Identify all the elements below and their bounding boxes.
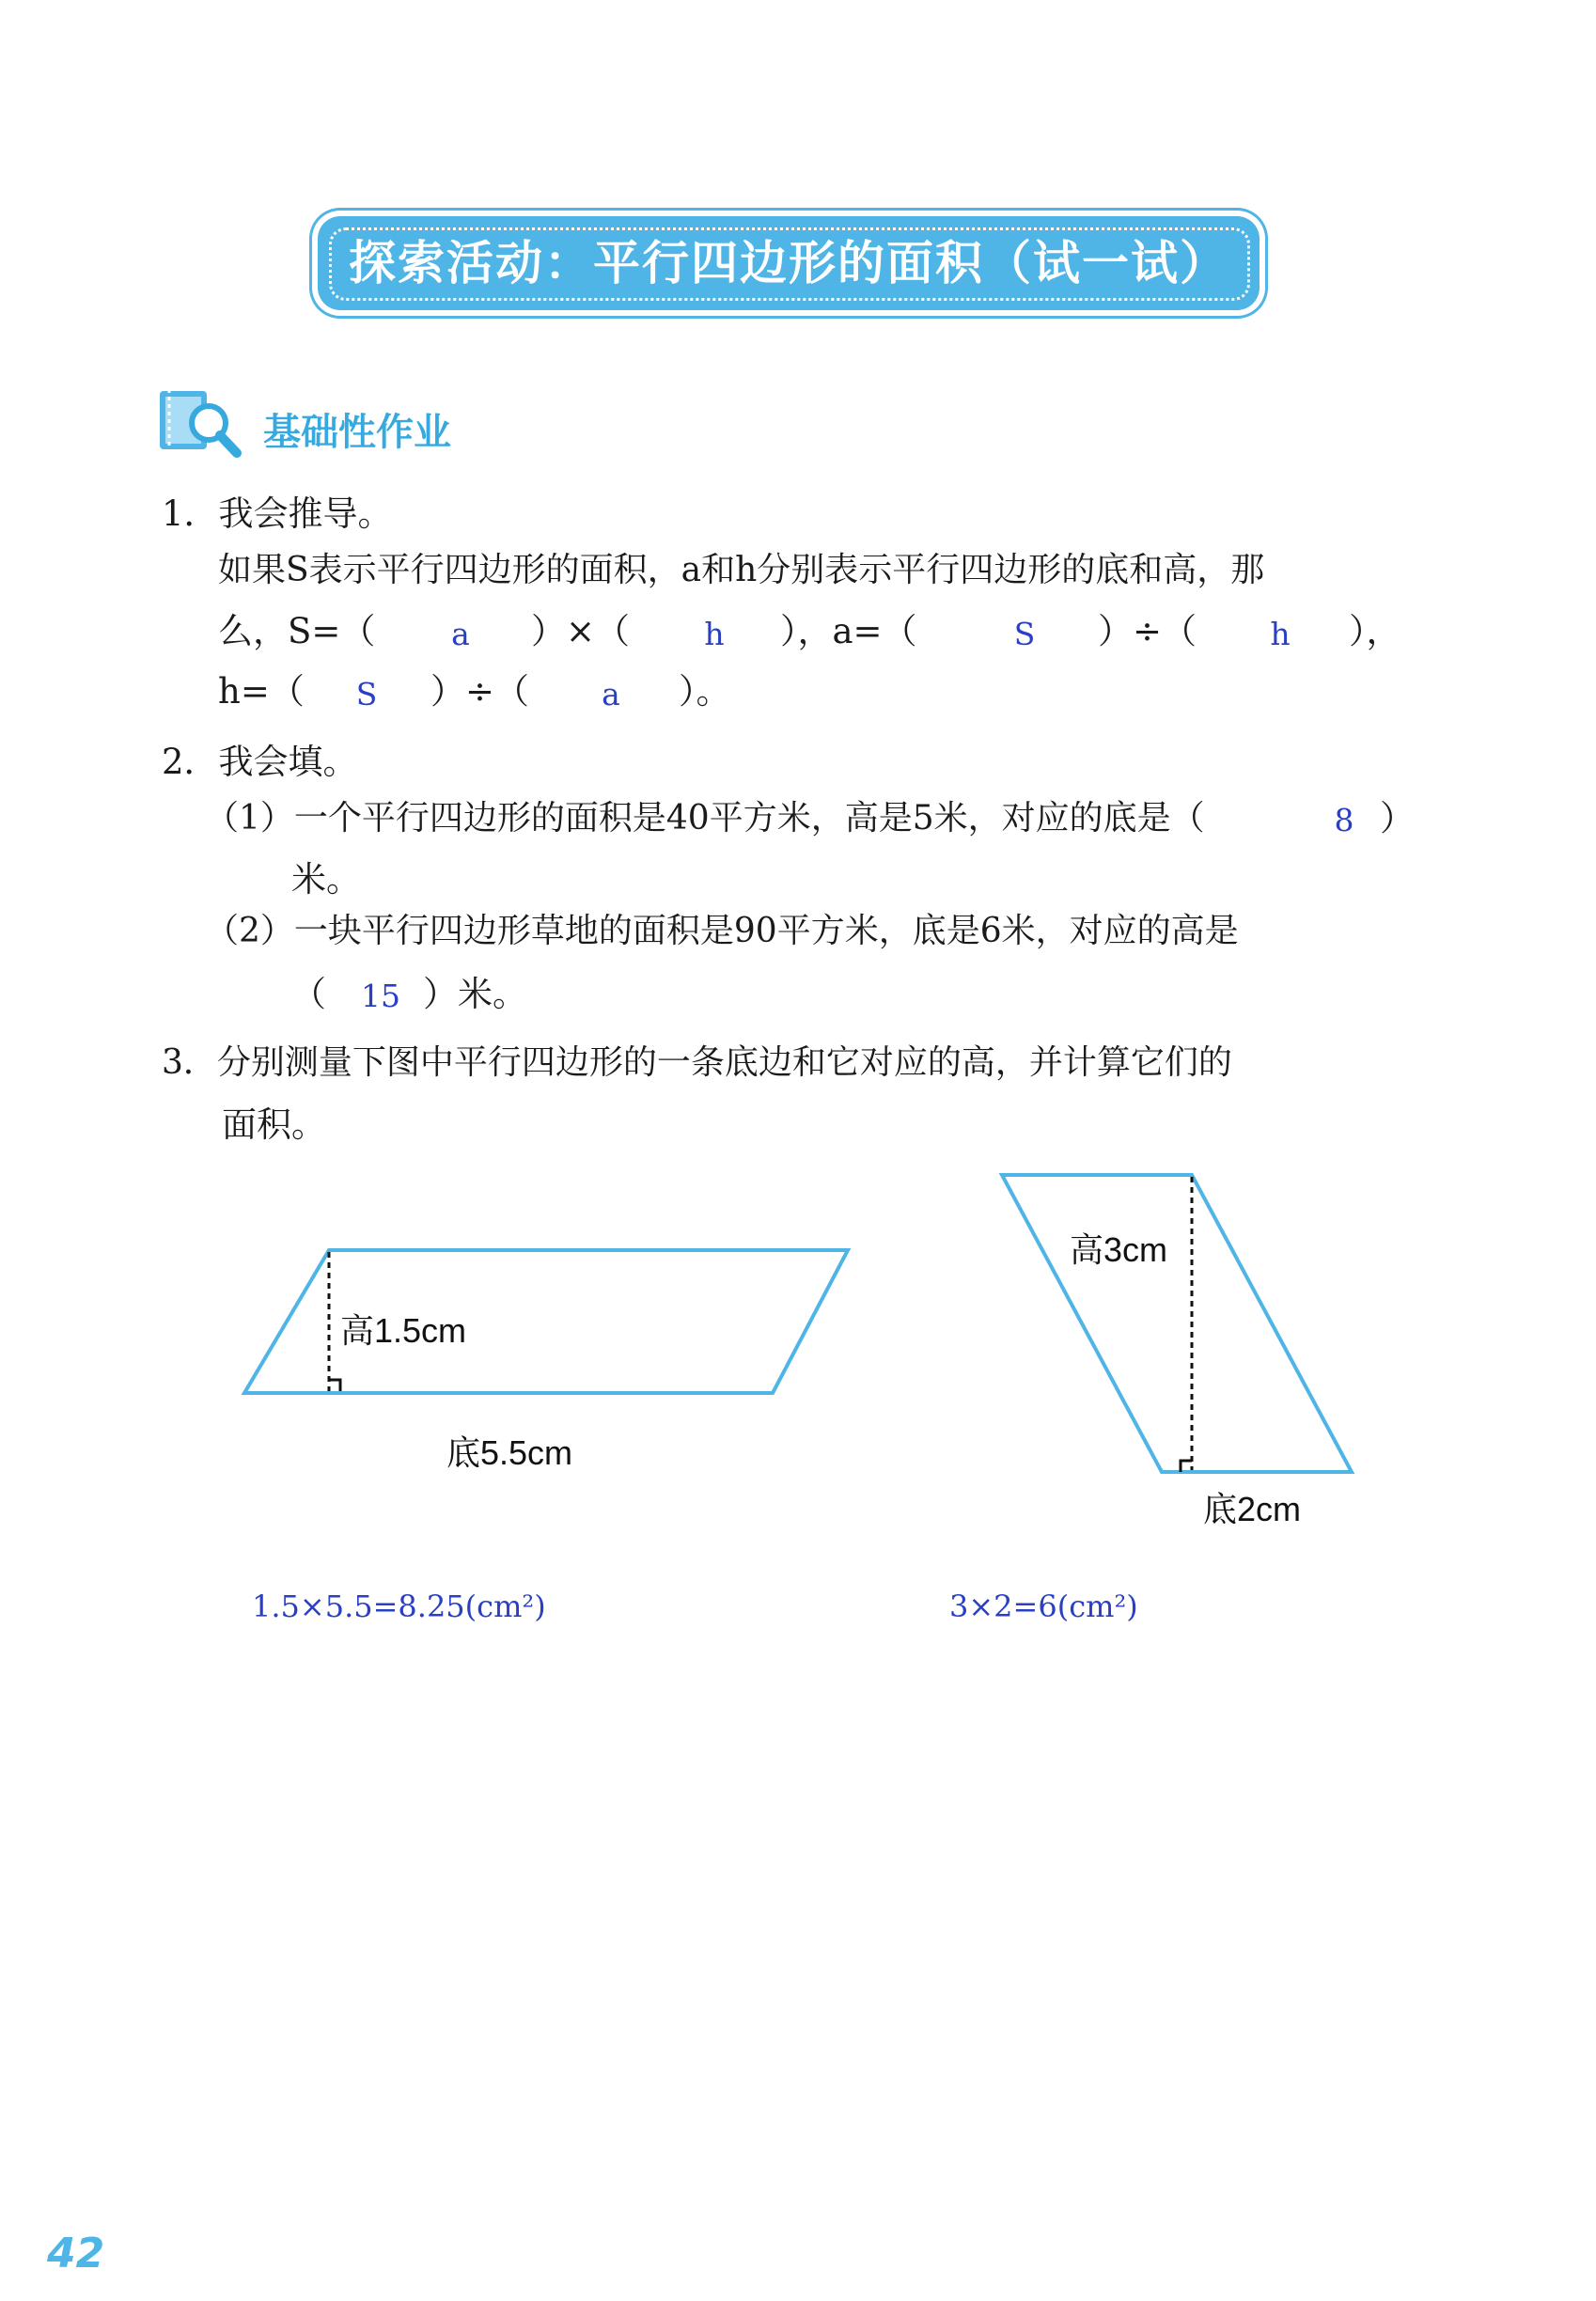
answer-a-divisor: h	[1270, 616, 1291, 652]
fig2-height-label: 高3cm	[1070, 1230, 1168, 1269]
page-number: 42	[47, 2230, 105, 2278]
q3-heading: 3．分别测量下图中平行四边形的一条底边和它对应的高，并计算它们的	[162, 1043, 1232, 1082]
q2-part1-close: ）	[1380, 798, 1415, 838]
q1-line2-mid: ），a=（	[780, 611, 917, 651]
answer-height: 15	[361, 978, 400, 1014]
answer-base: 8	[1334, 802, 1354, 838]
answer-h-divisor: a	[602, 676, 620, 712]
parallelogram-2-shape	[1002, 1175, 1352, 1472]
q1-line1: 如果S表示平行四边形的面积，a和h分别表示平行四边形的底和高，那	[218, 551, 1265, 589]
q1-line2-div: ）÷（	[1098, 611, 1197, 651]
q3-heading-cont: 面积。	[222, 1104, 326, 1145]
parallelogram-1-shape	[244, 1250, 848, 1393]
parallelogram-1-right-angle	[329, 1380, 340, 1391]
q2-part1-text: （1）一个平行四边形的面积是40平方米，高是5米，对应的底是（	[205, 799, 1205, 837]
q1-line2-end: ），	[1349, 611, 1401, 651]
q2-part1-unit: 米。	[291, 859, 361, 900]
magnifier-book-icon	[158, 385, 244, 461]
q1-line2-mul: ）×（	[531, 611, 631, 651]
answer-s-factor1: a	[451, 616, 470, 652]
page-title: 探索活动：平行四边形的面积（试一试）	[349, 236, 1228, 290]
section-title: 基础性作业	[263, 411, 451, 454]
q1-line3-end: ）。	[679, 671, 731, 712]
fig2-area-answer: 3×2=6(cm²)	[949, 1589, 1138, 1624]
answer-s-factor2: h	[704, 616, 725, 652]
fig2-base-label: 底2cm	[1203, 1490, 1302, 1528]
q2-heading: 2．我会填。	[162, 742, 358, 782]
q1-line3-div: ）÷（	[430, 671, 530, 712]
q2-part2-text: （2）一块平行四边形草地的面积是90平方米，底是6米，对应的高是	[205, 912, 1239, 950]
q1-heading: 1．我会推导。	[162, 493, 393, 534]
fig1-height-label: 高1.5cm	[340, 1311, 467, 1350]
parallelogram-1	[235, 1231, 865, 1410]
fig1-base-label: 底5.5cm	[446, 1433, 573, 1472]
q1-line3-prefix: h=（	[218, 671, 305, 712]
answer-a-dividend: S	[1013, 616, 1036, 652]
parallelogram-2	[996, 1166, 1363, 1485]
q2-part2-close: ）米。	[423, 974, 527, 1014]
fig1-area-answer: 1.5×5.5=8.25(cm²)	[252, 1589, 546, 1624]
answer-h-dividend: S	[355, 676, 378, 712]
q2-part2-open: （	[291, 974, 326, 1014]
q1-line2-prefix: 么，S=（	[218, 611, 376, 651]
